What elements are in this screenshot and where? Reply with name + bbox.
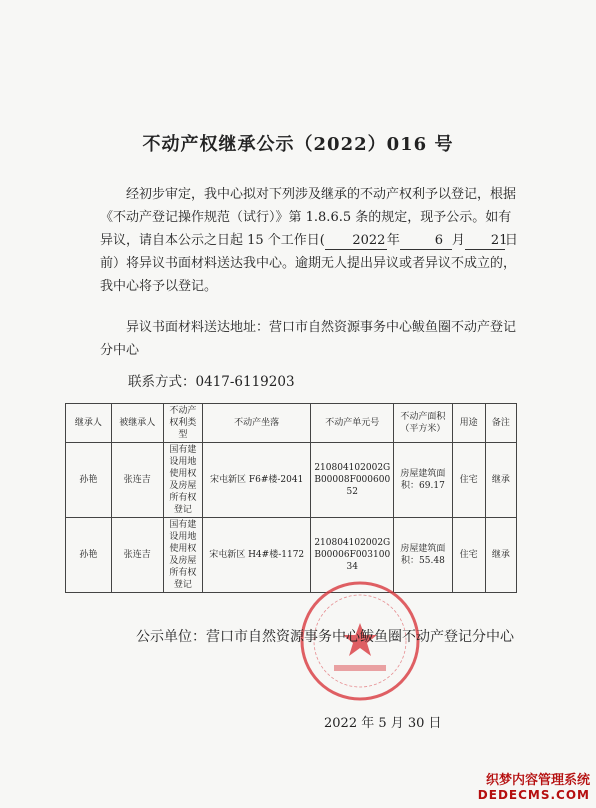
watermark-line2: DEDECMS.COM — [477, 788, 590, 802]
month-unit: 月 — [451, 233, 465, 248]
page-title: 不动产权继承公示（2022）016 号 — [142, 134, 454, 155]
publishing-unit: 公示单位：营口市自然资源事务中心鲅鱼圈不动产登记分中心 — [136, 629, 514, 645]
table-row — [66, 518, 517, 593]
notice-text-b: 日前）将异议书面材料送达我中心。逾期无人提出异议或者异议不成立的，我中心将予以登记。 — [100, 233, 518, 294]
cell-unit-number: 210804102002GB00006F00310034 — [311, 518, 394, 593]
header-area: 不动产面积（平方米） — [394, 404, 452, 443]
header-usage: 用途 — [452, 404, 485, 443]
cell-heir: 孙艳 — [66, 443, 112, 518]
cell-remarks: 继承 — [485, 518, 516, 593]
header-heir: 继承人 — [66, 404, 112, 443]
cell-right-type: 国有建设用地使用权及房屋所有权登记 — [163, 518, 202, 593]
cell-decedent: 张连吉 — [111, 518, 163, 593]
table-header-row — [66, 404, 517, 443]
cell-remarks: 继承 — [485, 443, 516, 518]
header-right-type: 不动产权利类型 — [163, 404, 202, 443]
cell-decedent: 张连吉 — [111, 443, 163, 518]
contact-info: 联系方式：0417-6119203 — [128, 374, 295, 390]
cell-usage: 住宅 — [452, 443, 485, 518]
deadline-year: 2022 — [325, 232, 387, 250]
cell-location: 宋屯新区 F6#楼-2041 — [203, 443, 311, 518]
header-location: 不动产坐落 — [203, 404, 311, 443]
deadline-month: 6 — [400, 232, 452, 250]
objection-address: 异议书面材料送达地址：营口市自然资源事务中心鲅鱼圈不动产登记分中心 — [100, 320, 517, 358]
cell-area: 房屋建筑面积：69.17 — [394, 443, 452, 518]
watermark — [478, 769, 590, 802]
header-remarks: 备注 — [485, 404, 516, 443]
publish-date: 2022 年 5 月 30 日 — [324, 716, 442, 731]
table-row — [66, 443, 517, 518]
property-table — [65, 403, 517, 593]
cell-location: 宋屯新区 H4#楼-1172 — [203, 518, 311, 593]
cell-unit-number: 210804102002GB00008F00060052 — [311, 443, 394, 518]
year-unit: 年 — [386, 233, 400, 248]
notice-paragraph — [100, 183, 520, 298]
deadline-day: 21 — [465, 232, 505, 250]
watermark-line1: 织梦内容管理系统 — [485, 773, 590, 788]
cell-right-type: 国有建设用地使用权及房屋所有权登记 — [163, 443, 202, 518]
cell-usage: 住宅 — [452, 518, 485, 593]
header-decedent: 被继承人 — [111, 404, 163, 443]
cell-heir: 孙艳 — [66, 518, 112, 593]
header-unit-number: 不动产单元号 — [311, 404, 394, 443]
notice-text-a: 经初步审定，我中心拟对下列涉及继承的不动产权利予以登记，根据《不动产登记操作规范（试行）》第 1.8.6.5 条的规定，现予公示。如有异议，请自本公示之日起 15 个工作日( — [100, 187, 517, 248]
cell-area: 房屋建筑面积：55.48 — [394, 518, 452, 593]
